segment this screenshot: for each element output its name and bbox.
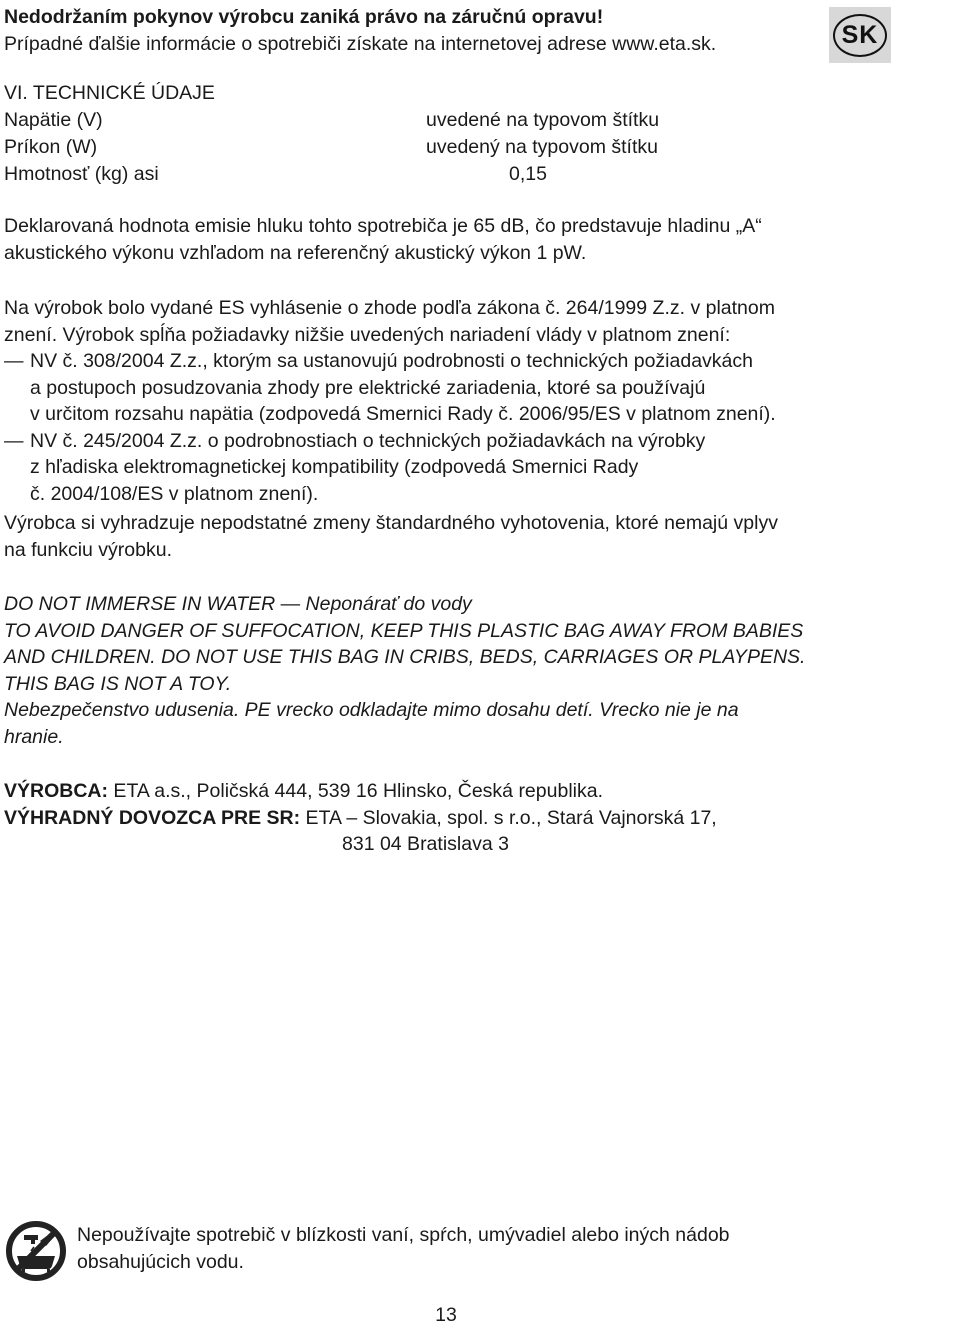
paragraph-line: Výrobca si vyhradzuje nepodstatné zmeny štandardného vyhotovenia, ktoré nemajú vplyv [4, 512, 778, 534]
regulation-line: v určitom rozsahu napätia (zodpovedá Smernici Rady č. 2006/95/ES v platnom znení). [30, 403, 776, 425]
reserve-paragraph [4, 510, 778, 563]
regulation-line: z hľadiska elektromagnetickej kompatibility (zodpovedá Smernici Rady [30, 456, 639, 478]
spec-label: Hmotnosť (kg) asi [4, 162, 159, 185]
importer-label: VÝHRADNÝ DOVOZCA PRE SR: [4, 806, 301, 829]
regulation-line: NV č. 308/2004 Z.z., ktorým sa ustanovujú podrobnosti o technických požiadavkách [30, 350, 753, 372]
warning-line: DO NOT IMMERSE IN WATER — Neponárať do vody [4, 593, 472, 615]
spec-value: uvedené na typovom štítku [426, 108, 660, 131]
bath-warning-line: obsahujúcich vodu. [77, 1250, 244, 1273]
regulation-item [4, 428, 776, 508]
regulation-line: č. 2004/108/ES v platnom znení). [30, 482, 319, 505]
spec-label: Príkon (W) [4, 135, 98, 158]
warnings-section [4, 591, 805, 750]
regulation-item [4, 348, 776, 428]
paragraph-line: akustického výkonu vzhľadom na referenčný akustický výkon 1 pW. [4, 241, 587, 264]
warning-line: hranie. [4, 725, 64, 748]
importer-line [4, 805, 717, 832]
bath-warning-text [77, 1222, 877, 1275]
manufacturer-line [4, 778, 717, 805]
language-badge-label: SK [833, 14, 887, 57]
noise-paragraph [4, 213, 762, 266]
spec-label: Napätie (V) [4, 108, 103, 131]
importer-city: 831 04 Bratislava 3 [342, 833, 509, 855]
manufacturer-label: VÝROBCA: [4, 780, 109, 802]
spec-value: uvedený na typovom štítku [426, 135, 658, 158]
dash-bullet: — [4, 350, 24, 372]
regulation-line: NV č. 245/2004 Z.z. o podrobnostiach o technických požiadavkách na výrobky [30, 429, 706, 452]
spec-row-voltage [4, 107, 660, 134]
page-number: 13 [435, 1304, 457, 1326]
dash-bullet: — [4, 429, 24, 452]
conformity-paragraph [4, 295, 776, 507]
warning-line: THIS BAG IS NOT A TOY. [4, 672, 232, 695]
warning-line: AND CHILDREN. DO NOT USE THIS BAG IN CRIBS, BEDS, CARRIAGES OR PLAYPENS. [4, 646, 806, 668]
no-bath-icon [4, 1219, 68, 1283]
bath-warning-line: Nepoužívajte spotrebič v blízkosti vaní, spŕch, umývadiel alebo iných nádob [77, 1224, 730, 1246]
spec-value: 0,15 [509, 162, 547, 185]
header [4, 4, 716, 57]
importer-value: ETA – Slovakia, spol. s r.o., Stará Vajnorská 17, [300, 806, 717, 829]
warning-line: Nebezpečenstvo udusenia. PE vrecko odkladajte mimo dosahu detí. Vrecko nie je na [4, 699, 739, 721]
paragraph-line: Na výrobok bolo vydané ES vyhlásenie o zhode podľa zákona č. 264/1999 Z.z. v platnom [4, 297, 775, 319]
warranty-notice: Nedodržaním pokynov výrobcu zaniká právo na záručnú opravu! [4, 6, 604, 28]
spec-row-power [4, 134, 658, 161]
warning-line: TO AVOID DANGER OF SUFFOCATION, KEEP THIS PLASTIC BAG AWAY FROM BABIES [4, 619, 804, 642]
paragraph-line: Deklarovaná hodnota emisie hluku tohto spotrebiča je 65 dB, čo predstavuje hladinu „A“ [4, 215, 762, 237]
manufacturer-section [4, 778, 717, 858]
technical-data-section [4, 80, 660, 188]
paragraph-line: na funkciu výrobku. [4, 538, 173, 561]
manufacturer-value: ETA a.s., Poličská 444, 539 16 Hlinsko, Česká republika. [108, 780, 603, 802]
paragraph-line: znení. Výrobok spĺňa požiadavky nižšie uvedených nariadení vlády v platnom znení: [4, 323, 731, 346]
spec-row-weight [4, 161, 547, 188]
info-notice: Prípadné ďalšie informácie o spotrebiči získate na internetovej adrese www.eta.sk. [4, 32, 717, 55]
technical-data-heading: VI. TECHNICKÉ ÚDAJE [4, 82, 215, 104]
language-badge [829, 7, 891, 63]
regulation-line: a postupoch posudzovania zhody pre elektrické zariadenia, ktoré sa používajú [30, 376, 706, 399]
